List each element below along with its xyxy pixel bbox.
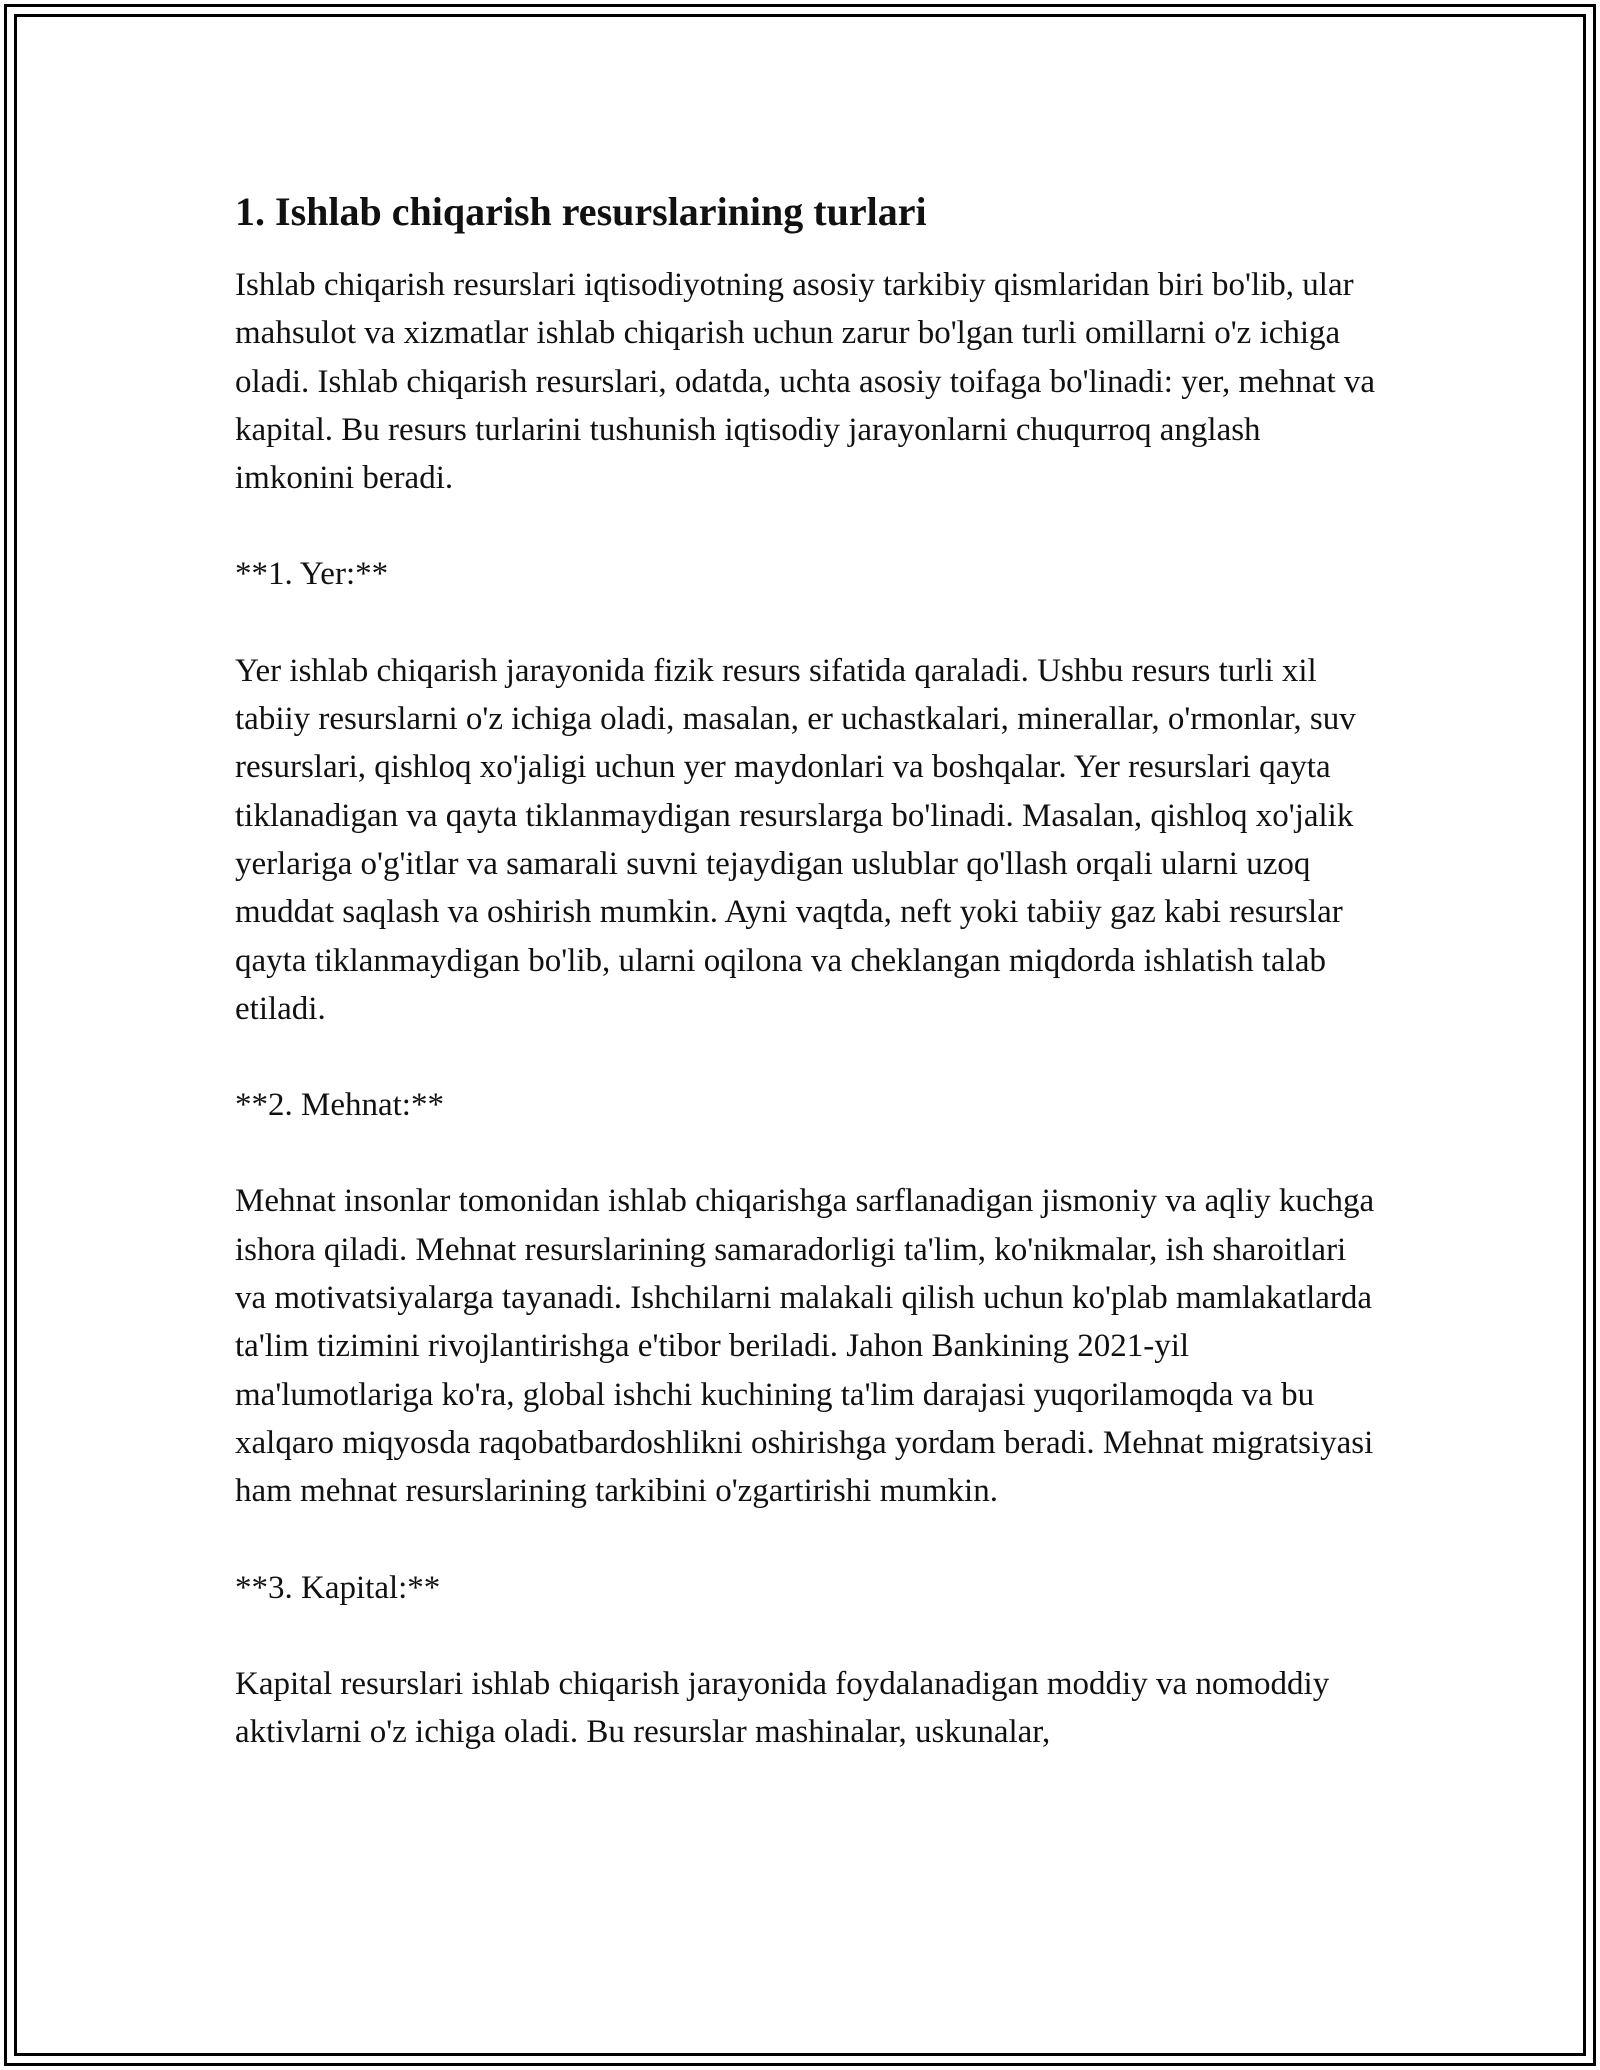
paragraph-yer: Yer ishlab chiqarish jarayonida fizik resurs sifatida qaraladi. Ushbu resurs turli xil tabiiy resurslarni o'z ichiga oladi, masalan, er uchastkalari, minerallar, o'rmonlar, suv resurslari, qishloq xo'jaligi uchun yer maydonlari va boshqalar. Yer resurslari qayta tiklanadigan va qayta tiklanmaydigan resurslarga bo'linadi. Masalan, qishloq xo'jalik yerlariga o'g'itlar va samarali suvni tejaydigan uslublar qo'llash orqali ularni uzoq muddat saqlash va oshirish mumkin. Ayni vaqtda, neft yoki tabiiy gaz kabi resurslar qayta tiklanmaydigan bo'lib, ularni oqilona va cheklangan miqdorda ishlatish talab etiladi. (235, 652, 1356, 1027)
document-page (235, 187, 1385, 1756)
section-heading-mehnat: **2. Mehnat:** (235, 1087, 444, 1124)
intro-paragraph: Ishlab chiqarish resurslari iqtisodiyotning asosiy tarkibiy qismlaridan biri bo'lib, ular mahsulot va xizmatlar ishlab chiqarish uchun zarur bo'lgan turli omillarni o'z ichiga oladi. Ishlab chiqarish resurslari, odatda, uchta asosiy toifaga bo'linadi: yer, mehnat va kapital. Bu resurs turlarini tushunish iqtisodiy jarayonlarni chuqurroq anglash imkonini beradi. (235, 267, 1376, 497)
page-title: 1. Ishlab chiqarish resurslarining turlari (235, 189, 927, 234)
section-heading-yer: **1. Yer:** (235, 556, 389, 593)
paragraph-mehnat: Mehnat insonlar tomonidan ishlab chiqarishga sarflanadigan jismoniy va aqliy kuchga ishora qiladi. Mehnat resurslarining samaradorligi ta'lim, ko'nikmalar, ish sharoitlari va motivatsiyalarga tayanadi. Ishchilarni malakali qilish uchun ko'plab mamlakatlarda ta'lim tizimini rivojlantirishga e'tibor beriladi. Jahon Bankining 2021-yil ma'lumotlariga ko'ra, global ishchi kuchining ta'lim darajasi yuqorilamoqda va bu xalqaro miqyosda raqobatbardoshlikni oshirishga yordam beradi. Mehnat migratsiyasi ham mehnat resurslarining tarkibini o'zgartirishi mumkin. (235, 1183, 1375, 1510)
section-heading-kapital: **3. Kapital:** (235, 1569, 441, 1606)
paragraph-kapital: Kapital resurslari ishlab chiqarish jarayonida foydalanadigan moddiy va nomoddiy aktivlarni o'z ichiga oladi. Bu resurslar mashinalar, uskunalar, (235, 1665, 1330, 1751)
